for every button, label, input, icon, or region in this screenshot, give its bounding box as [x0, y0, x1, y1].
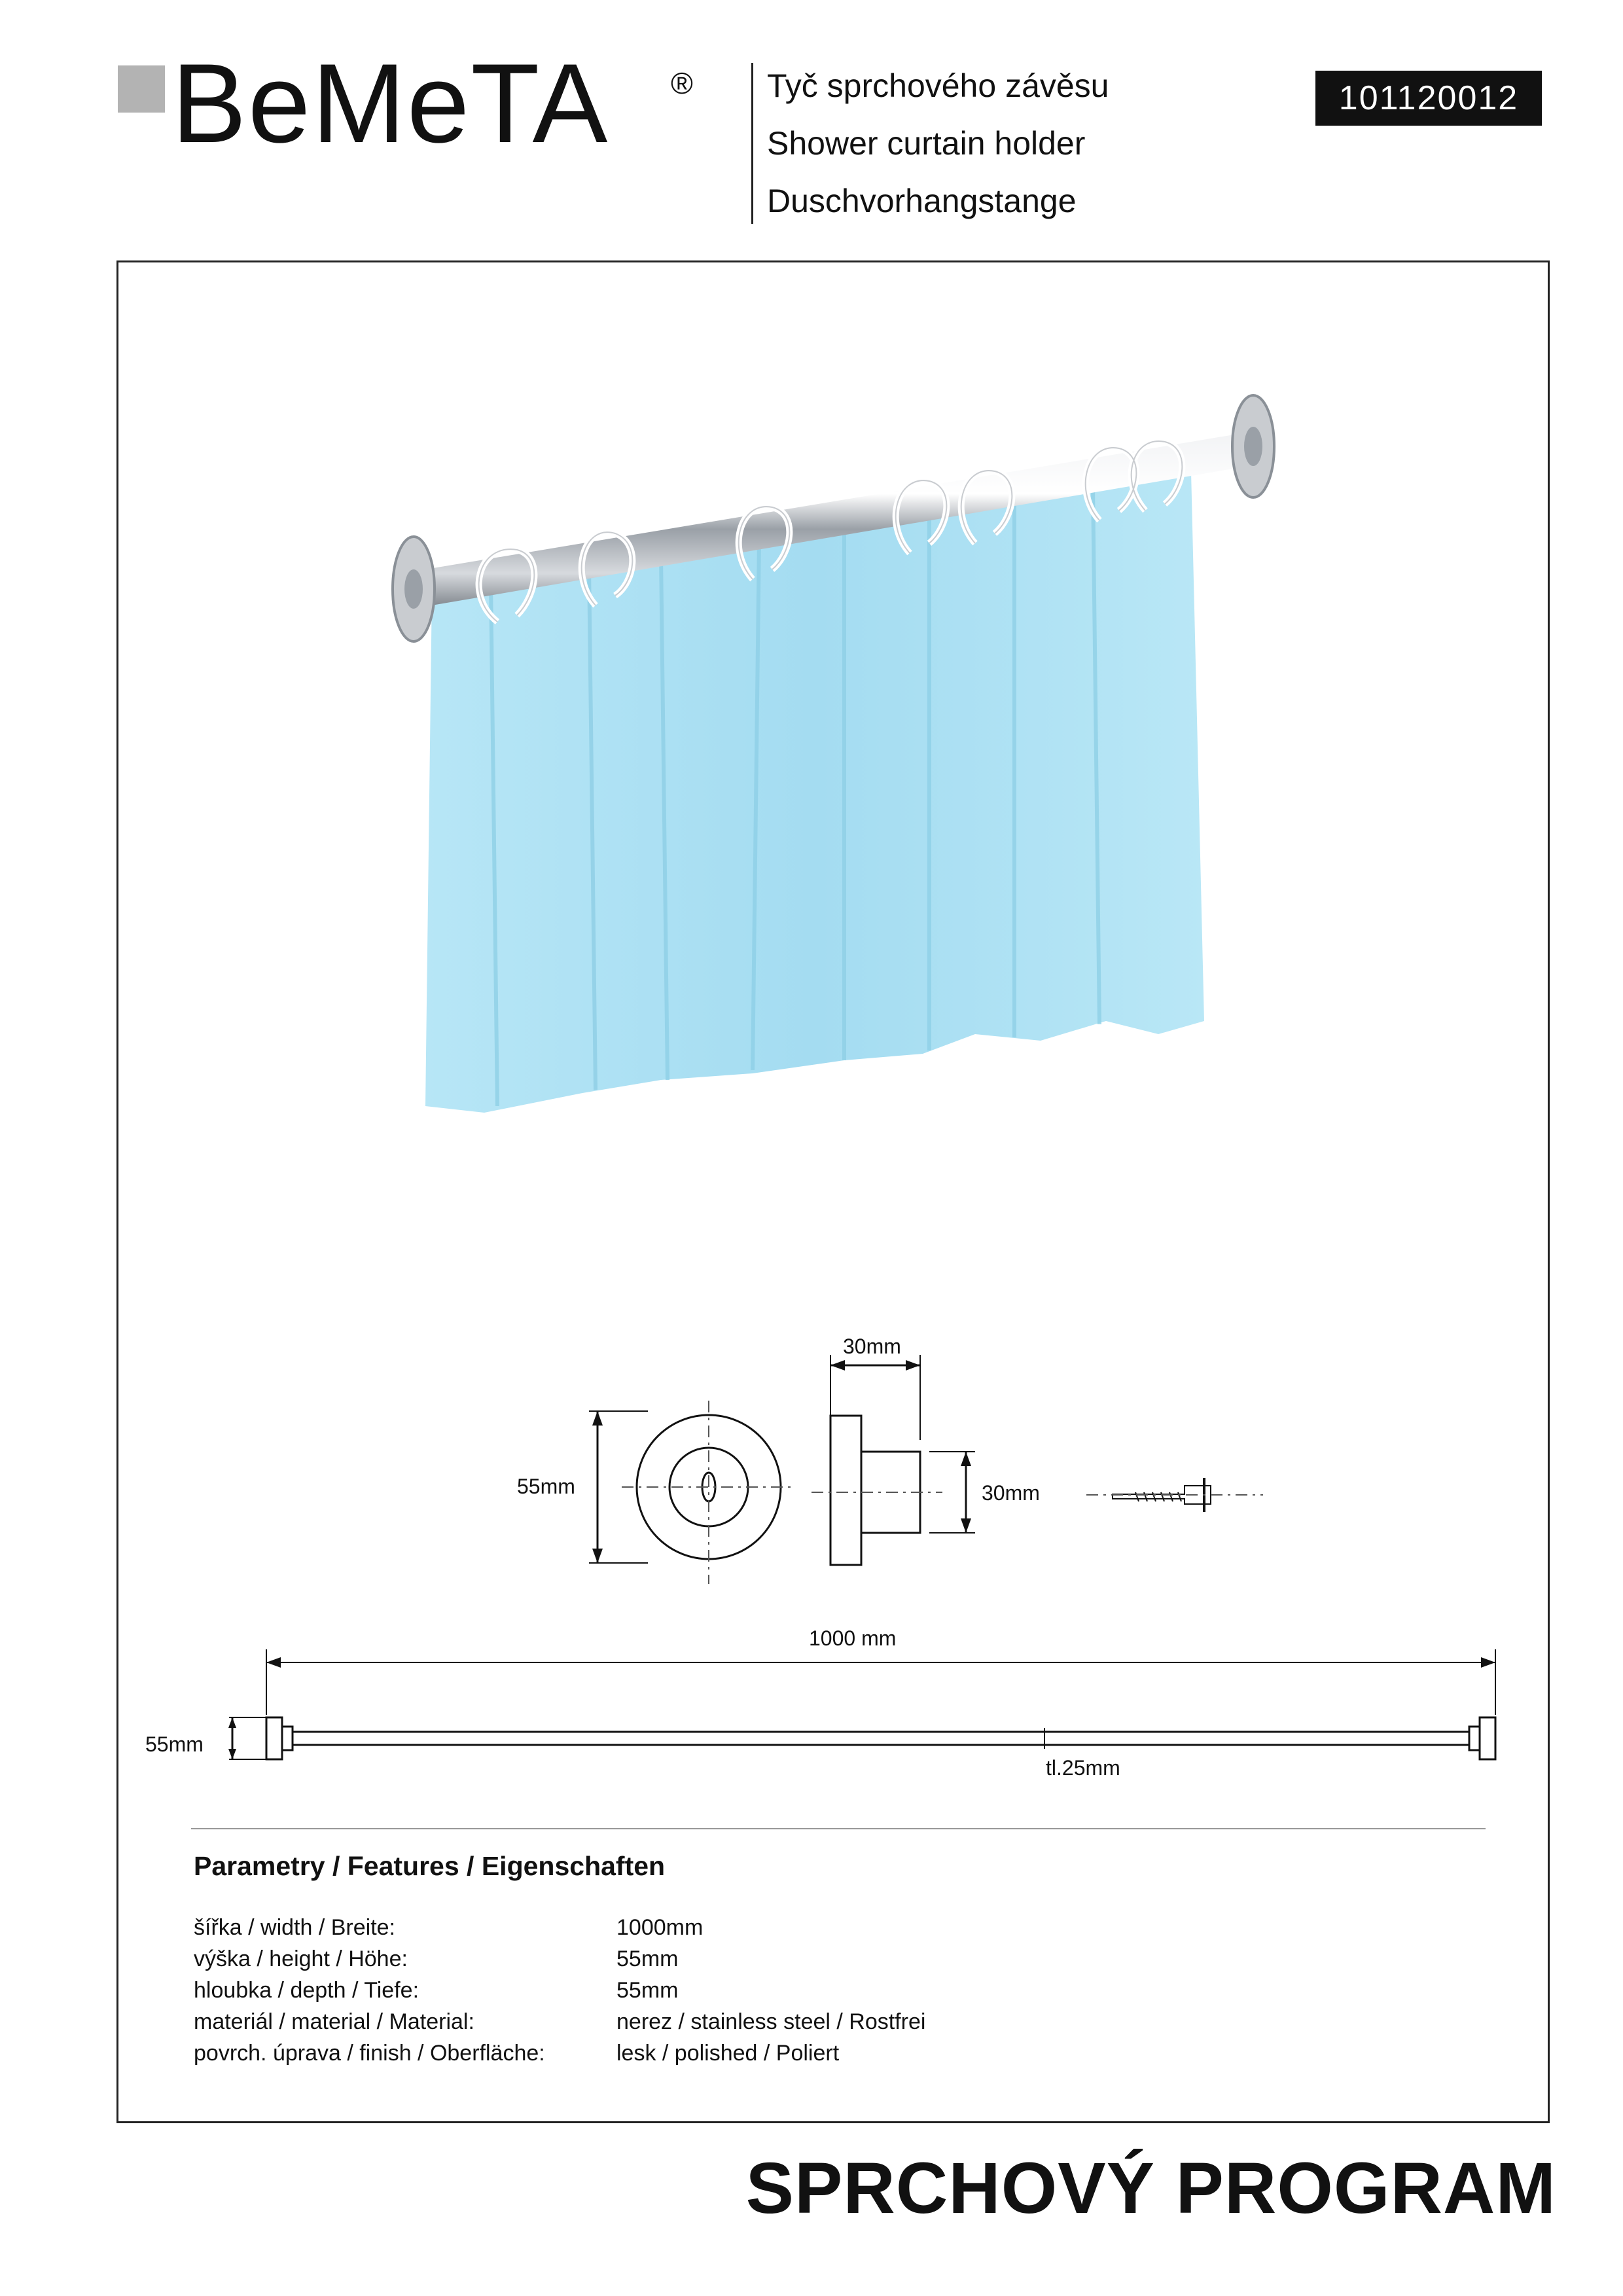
feature-value: 55mm [616, 1946, 679, 1971]
product-title-de: Duschvorhangstange [767, 183, 1077, 219]
product-title-en: Shower curtain holder [767, 125, 1086, 162]
dim-tube-diameter: tl.25mm [1046, 1756, 1120, 1780]
header-divider [751, 63, 753, 224]
product-illustration [386, 380, 1289, 1132]
dim-flange-diameter: 55mm [517, 1475, 575, 1498]
feature-value: 55mm [616, 1978, 679, 2003]
brand-logo: BeMeTA [171, 41, 609, 166]
dim-rod-length: 1000 mm [809, 1626, 897, 1650]
feature-value: 1000mm [616, 1915, 704, 1940]
logo-square [118, 65, 165, 113]
program-title: SPRCHOVÝ PROGRAM [745, 2148, 1556, 2229]
dim-socket-height: 30mm [982, 1481, 1040, 1505]
features-heading: Parametry / Features / Eigenschaften [194, 1851, 666, 1881]
dim-flange-depth: 30mm [843, 1335, 901, 1358]
feature-label: hloubka / depth / Tiefe: [194, 1978, 419, 2003]
product-title-cs: Tyč sprchového závěsu [767, 67, 1109, 104]
features-divider [191, 1828, 1486, 1829]
feature-label: materiál / material / Material: [194, 2009, 474, 2034]
registered-mark: ® [671, 66, 693, 100]
feature-label: šířka / width / Breite: [194, 1915, 395, 1940]
feature-value: nerez / stainless steel / Rostfrei [616, 2009, 926, 2034]
feature-value: lesk / polished / Poliert [616, 2041, 840, 2066]
feature-label: výška / height / Höhe: [194, 1946, 408, 1971]
dim-rod-height: 55mm [145, 1732, 204, 1756]
feature-label: povrch. úprava / finish / Oberfläche: [194, 2041, 545, 2066]
product-code-badge: 101120012 [1315, 71, 1542, 126]
